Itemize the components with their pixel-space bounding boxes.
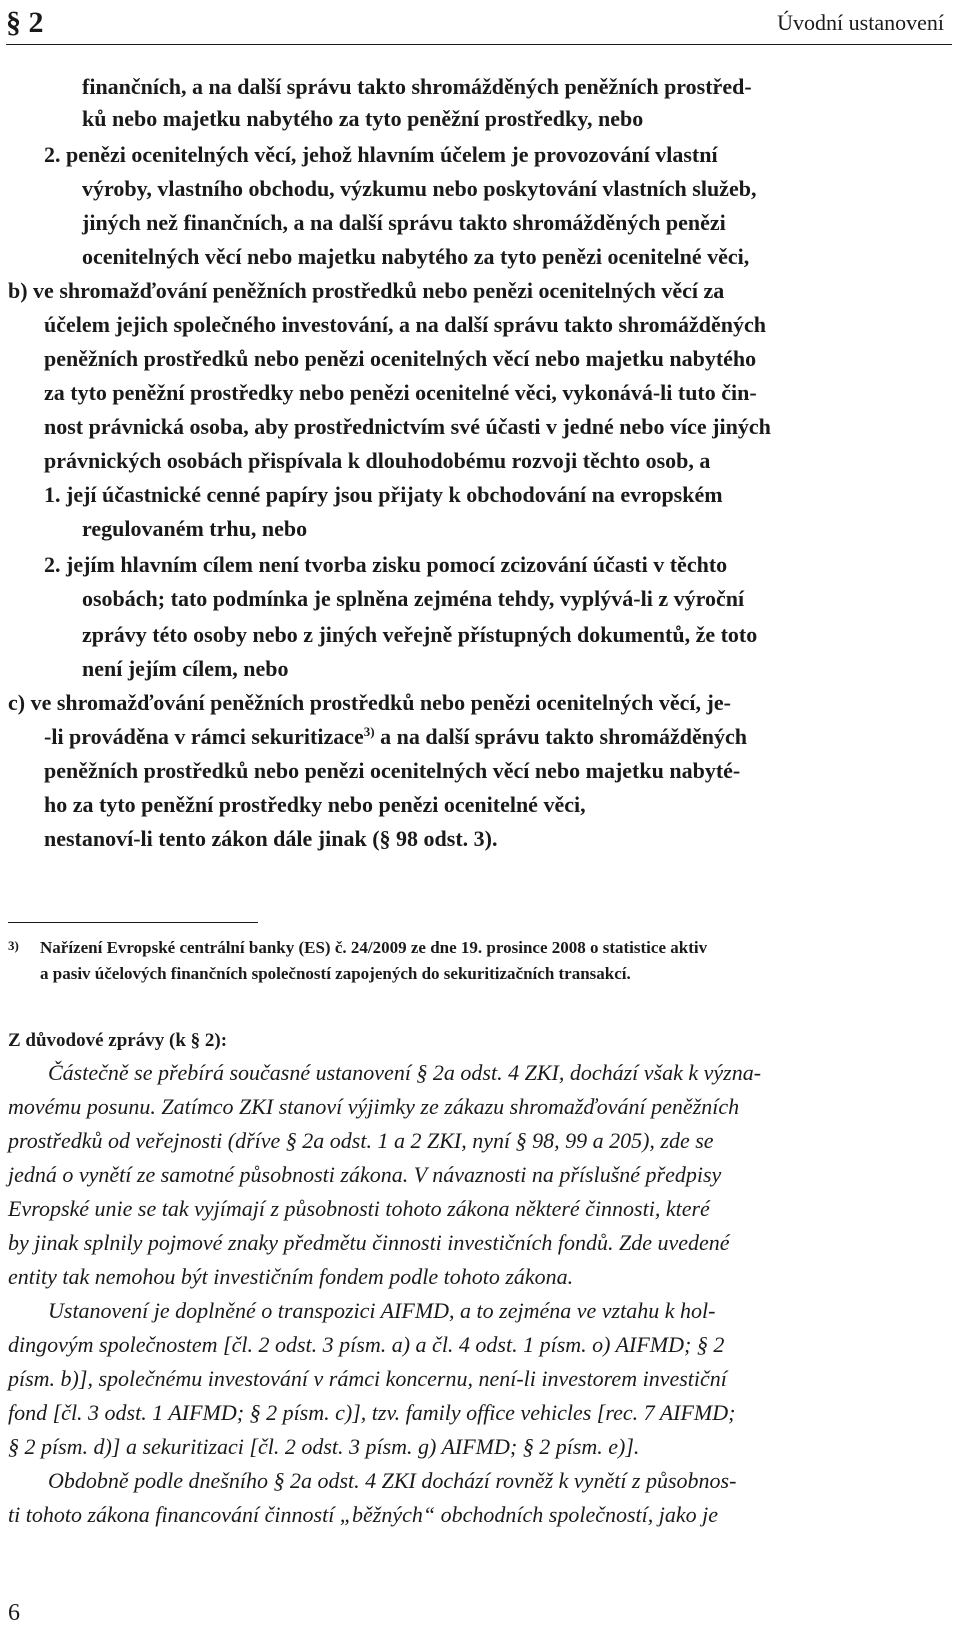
- law-line: jiných než finančních, a na další správu takto shromážděných penězi: [82, 210, 726, 235]
- law-line: peněžních prostředků nebo penězi ocenitelných věcí nebo majetku nabytého: [44, 346, 757, 371]
- law-line: ků nebo majetku nabytého za tyto peněžní prostředky, nebo: [82, 106, 644, 131]
- footnote-divider: [8, 922, 258, 923]
- law-line: zprávy této osoby nebo z jiných veřejně přístupných dokumentů, že toto: [82, 622, 758, 647]
- commentary-line: by jinak splnily pojmové znaky předmětu činnosti investičních fondů. Zde uvedené: [8, 1230, 730, 1255]
- law-line-text: -li prováděna v rámci sekuritizace: [44, 724, 364, 749]
- law-line: účelem jejich společného investování, a na další správu takto shromážděných: [44, 312, 766, 337]
- law-line: ocenitelných věcí nebo majetku nabytého za tyto penězi ocenitelné věci,: [82, 244, 750, 269]
- law-line: právnických osobách přispívala k dlouhodobému rozvoji těchto osob, a: [44, 448, 711, 473]
- law-line: regulovaném trhu, nebo: [82, 516, 308, 541]
- law-line: b) ve shromažďování peněžních prostředků nebo penězi ocenitelných věcí za: [8, 278, 725, 303]
- commentary-line: fond [čl. 3 odst. 1 AIFMD; § 2 písm. c)], tzv. family office vehicles [rec. 7 AIFMD;: [8, 1400, 736, 1425]
- law-line: 2. penězi ocenitelných věcí, jehož hlavním účelem je provozování vlastní: [44, 142, 718, 167]
- law-line: [44, 722, 747, 752]
- page-number: 6: [8, 1600, 20, 1626]
- commentary-line: Částečně se přebírá současné ustanovení § 2a odst. 4 ZKI, dochází však k význa-: [48, 1060, 762, 1085]
- law-line: 1. její účastnické cenné papíry jsou přijaty k obchodování na evropském: [44, 482, 723, 507]
- commentary-line: movému posunu. Zatímco ZKI stanoví výjimky ze zákazu shromažďování peněžních: [8, 1094, 740, 1119]
- law-line: peněžních prostředků nebo penězi ocenitelných věcí nebo majetku nabyté-: [44, 758, 741, 783]
- footnote-reference[interactable]: 3): [363, 724, 375, 739]
- commentary-line: entity tak nemohou být investičním fondem podle tohoto zákona.: [8, 1264, 574, 1289]
- law-line: nestanoví-li tento zákon dále jinak (§ 98 odst. 3).: [44, 826, 498, 851]
- law-line: nost právnická osoba, aby prostřednictvím své účasti v jedné nebo více jiných: [44, 414, 771, 439]
- law-line: osobách; tato podmínka je splněna zejména tehdy, vyplývá-li z výroční: [82, 586, 745, 611]
- law-line: za tyto peněžní prostředky nebo penězi ocenitelné věci, vykonává-li tuto čin-: [44, 380, 757, 405]
- footnote-marker: 3): [8, 938, 19, 953]
- section-number: § 2: [6, 6, 44, 39]
- commentary-line: písm. b)], společnému investování v rámci koncernu, není-li investorem investiční: [8, 1366, 727, 1391]
- chapter-title: Úvodní ustanovení: [777, 10, 944, 35]
- commentary-line: Obdobně podle dnešního § 2a odst. 4 ZKI dochází rovněž k vynětí z působnos-: [48, 1468, 737, 1493]
- law-line: 2. jejím hlavním cílem není tvorba zisku pomocí zcizování účasti v těchto: [44, 552, 728, 577]
- running-header: [0, 0, 960, 60]
- commentary-line: prostředků od veřejnosti (dříve § 2a odst. 1 a 2 ZKI, nyní § 98, 99 a 205), zde se: [8, 1128, 714, 1153]
- commentary-heading: Z důvodové zprávy (k § 2):: [8, 1030, 228, 1051]
- commentary-line: Evropské unie se tak vyjímají z působnosti tohoto zákona některé činnosti, které: [8, 1196, 710, 1221]
- commentary-line: jedná o vynětí ze samotné působnosti zákona. V návaznosti na příslušné předpisy: [8, 1162, 722, 1187]
- footnote-line: a pasiv účelových finančních společností zapojených do sekuritizačních transakcí.: [40, 964, 631, 983]
- commentary-line: ti tohoto zákona financování činností „běžných“ obchodních společností, jako je: [8, 1502, 719, 1527]
- commentary-line: Ustanovení je doplněné o transpozici AIFMD, a to zejména ve vztahu k hol-: [48, 1298, 716, 1323]
- law-line-text: a na další správu takto shromážděných: [374, 724, 748, 749]
- commentary-line: § 2 písm. d)] a sekuritizaci [čl. 2 odst. 3 písm. g) AIFMD; § 2 písm. e)].: [8, 1434, 640, 1459]
- law-line: výroby, vlastního obchodu, výzkumu nebo poskytování vlastních služeb,: [82, 176, 757, 201]
- footnote-line: Nařízení Evropské centrální banky (ES) č. 24/2009 ze dne 19. prosince 2008 o statistice aktiv: [40, 938, 708, 957]
- law-line: není jejím cílem, nebo: [82, 656, 289, 681]
- header-divider: [6, 44, 952, 45]
- law-line: ho za tyto peněžní prostředky nebo penězi ocenitelné věci,: [44, 792, 586, 817]
- law-line: finančních, a na další správu takto shromážděných peněžních prostřed-: [82, 74, 752, 99]
- commentary-line: dingovým společnostem [čl. 2 odst. 3 písm. a) a čl. 4 odst. 1 písm. o) AIFMD; § 2: [8, 1332, 725, 1357]
- law-line: c) ve shromažďování peněžních prostředků nebo penězi ocenitelných věcí, je-: [8, 690, 731, 715]
